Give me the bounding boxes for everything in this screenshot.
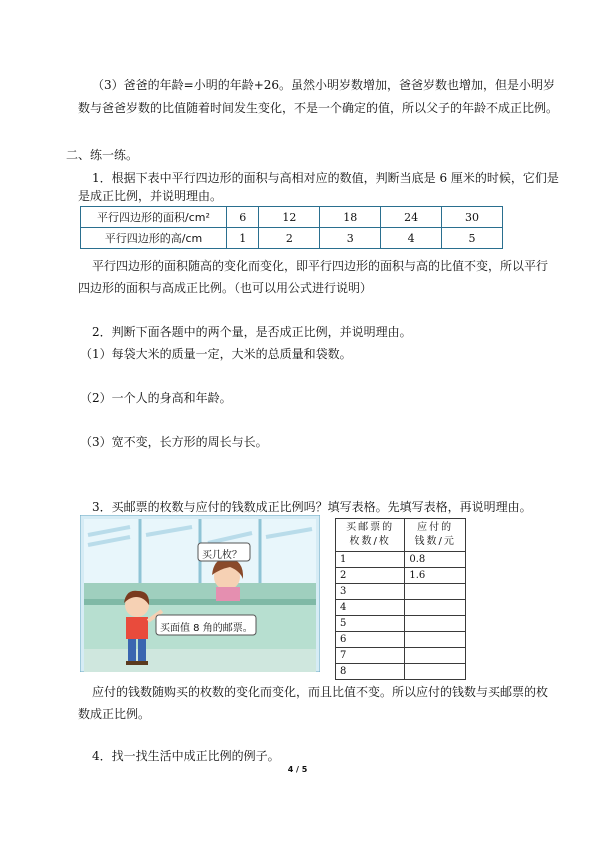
answer-3-q-line-1: 应付的钱数随购买的枚数的变化而变化，而且比值不变。所以应付的钱数与买邮票的枚 [92, 685, 549, 699]
header-count-line-2: 枚数/枚 [349, 536, 391, 547]
table-cell: 1 [227, 228, 259, 249]
header-price-line-2: 钱数/元 [414, 536, 456, 547]
table-row [336, 616, 466, 632]
question-2-item-2: （2）一个人的身高和年龄。 [80, 391, 232, 405]
count-cell: 1 [336, 552, 405, 568]
table-row [336, 568, 466, 584]
header-price-line-1: 应付的 [417, 522, 454, 533]
price-cell[interactable]: 0.8 [405, 552, 466, 568]
table-cell: 6 [227, 207, 259, 228]
price-cell[interactable] [405, 632, 466, 648]
question-2-item-1: （1）每袋大米的质量一定，大米的总质量和袋数。 [80, 347, 352, 361]
table-row [336, 648, 466, 664]
question-1-line-1: 1．根据下表中平行四边形的面积与高相对应的数值，判断当底是 6 厘米的时候，它们是 [92, 171, 559, 185]
answer-1-line-1: 平行四边形的面积随高的变化而变化，即平行四边形的面积与高的比值不变，所以平行 [92, 259, 549, 273]
price-cell[interactable]: 1.6 [405, 568, 466, 584]
header-count-line-1: 买邮票的 [346, 522, 395, 533]
question-1-line-2: 是成正比例，并说明理由。 [78, 189, 223, 203]
question-2: 2．判断下面各题中的两个量，是否成正比例，并说明理由。 [92, 325, 412, 339]
table-row [81, 207, 503, 228]
table-row [336, 664, 466, 680]
table-cell: 12 [259, 207, 320, 228]
count-cell: 4 [336, 600, 405, 616]
price-cell[interactable] [405, 616, 466, 632]
page-number: 4 / 5 [287, 765, 308, 774]
count-cell: 6 [336, 632, 405, 648]
count-cell: 3 [336, 584, 405, 600]
section-heading: 二、练一练。 [66, 148, 139, 162]
table-cell: 3 [320, 228, 381, 249]
table-cell: 24 [381, 207, 442, 228]
table-cell: 4 [381, 228, 442, 249]
parallelogram-table [80, 206, 503, 249]
table-row [336, 584, 466, 600]
stamp-table [335, 518, 466, 680]
question-2-item-3: （3）宽不变，长方形的周长与长。 [80, 435, 268, 449]
price-cell[interactable] [405, 648, 466, 664]
question-3: 3．买邮票的枚数与应付的钱数成正比例吗？填写表格。先填写表格，再说明理由。 [92, 500, 532, 514]
table-cell: 30 [442, 207, 503, 228]
header-price [405, 519, 466, 552]
price-cell[interactable] [405, 664, 466, 680]
count-cell: 5 [336, 616, 405, 632]
table-row [336, 552, 466, 568]
table-row [81, 228, 503, 249]
table-cell: 5 [442, 228, 503, 249]
count-cell: 2 [336, 568, 405, 584]
table-header-row [336, 519, 466, 552]
answer-3-q-line-2: 数成正比例。 [78, 707, 151, 721]
bubble-answer: 买面值 8 角的邮票。 [160, 623, 253, 634]
answer-1-line-2: 四边形的面积与高成正比例。（也可以用公式进行说明） [78, 281, 373, 295]
table-row [336, 632, 466, 648]
answer-3-line-1: （3）爸爸的年龄=小明的年龄+26。虽然小明岁数增加，爸爸岁数也增加，但是小明岁 [92, 78, 556, 92]
answer-3-line-2: 数与爸爸岁数的比值随着时间发生变化，不是一个确定的值，所以父子的年龄不成正比例。 [78, 101, 559, 115]
price-cell[interactable] [405, 584, 466, 600]
table-row [336, 600, 466, 616]
count-cell: 7 [336, 648, 405, 664]
row-label-height: 平行四边形的高/cm [81, 228, 227, 249]
count-cell: 8 [336, 664, 405, 680]
post-office-illustration [80, 515, 320, 672]
bubble-question: 买几枚？ [202, 550, 242, 561]
table-cell: 2 [259, 228, 320, 249]
price-cell[interactable] [405, 600, 466, 616]
table-cell: 18 [320, 207, 381, 228]
question-4: 4．找一找生活中成正比例的例子。 [92, 749, 280, 763]
row-label-area: 平行四边形的面积/cm² [81, 207, 227, 228]
header-count [336, 519, 405, 552]
